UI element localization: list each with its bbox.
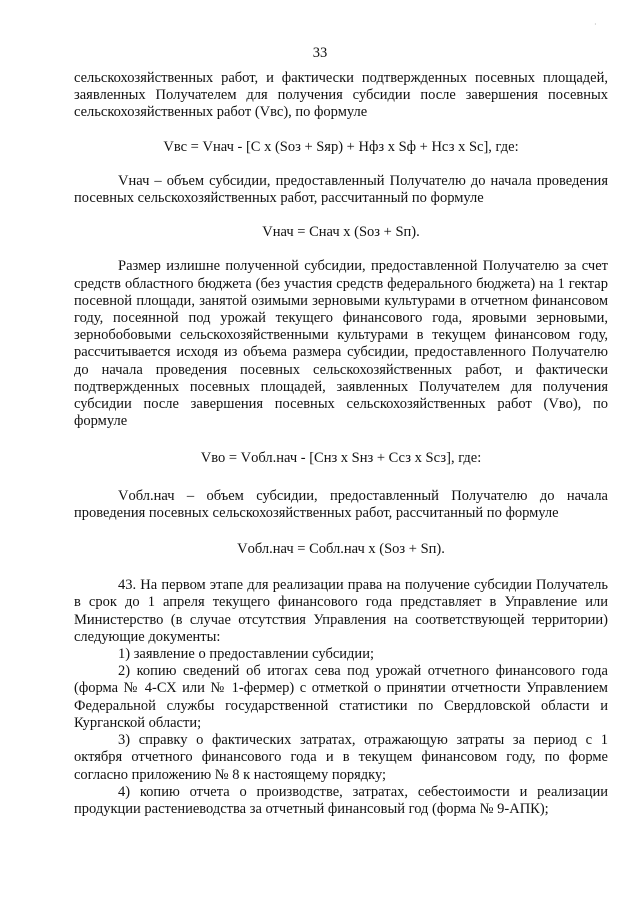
paragraph-excess-subsidy: Размер излишне полученной субсидии, предоставленной Получателю за счет средств областного бюджета (без участия средств федерального бюджета) на 1 гектар посевной площади, занятой озимыми зерновыми культурами в отчетном финансовом году, посеянной под урожай текущего финансового года, яровыми зерновыми, зернобобовыми сельскохозяйственными культурами в текущем финансовом году, рассчитывается исходя из объема размера субсидии, предоставленного Получателю до начала проведения посевных сельскохозяйственных работ, и фактически подтвержденных посевных площадей, заявленных Получателем для получения субсидии после завершения посевных сельскохозяйственных работ (Vво), по формуле [74, 258, 608, 430]
formula-vnach: Vнач = Снач х (Sоз + Sп). [262, 224, 420, 241]
list-item-1: 1) заявление о предоставлении субсидии; [118, 646, 374, 663]
list-item-2: 2) копию сведений об итогах сева под урожай отчетного финансового года (форма № 4-СХ или № 1-фермер) с отметкой о принятии отчетности Управлением Федеральной службы государственной статистики по Свердловской области и Курганской области; [74, 663, 608, 731]
list-item-4: 4) копию отчета о производстве, затратах, себестоимости и реализации продукции растениеводства за отчетный финансовый год (форма № 9-АПК); [74, 783, 608, 817]
page-number: 33 [312, 45, 328, 61]
formula-vvo: Vво = Vобл.нач - [Снз х Sнз + Ссз х Sсз], где: [200, 450, 482, 467]
paragraph-vnach-definition: Vнач – объем субсидии, предоставленный Получателю до начала проведения посевных сельскохозяйственных работ, рассчитанный по формуле [74, 172, 608, 207]
paragraph-continuation: сельскохозяйственных работ, и фактически подтвержденных посевных площадей, заявленных Получателем для получения субсидии после завершения посевных сельскохозяйственных работ (Vвс), по формуле [74, 70, 608, 121]
corner-mark: · [594, 20, 597, 29]
paragraph-item-43: 43. На первом этапе для реализации права на получение субсидии Получатель в срок до 1 апреля текущего финансового года представляет в Управление или Министерство (в случае отсутствия Управления на соответствующей территории) следующие документы: [74, 577, 608, 645]
paragraph-vobl-definition: Vобл.нач – объем субсидии, предоставленный Получателю до начала проведения посевных сельскохозяйственных работ, рассчитанный по формуле [74, 487, 608, 521]
formula-vobl-nach: Vобл.нач = Собл.нач х (Sоз + Sп). [237, 541, 445, 558]
list-item-3: 3) справку о фактических затратах, отражающую затраты за период с 1 октября отчетного финансового года и в текущем финансовом году, по форме согласно приложению № 8 к настоящему порядку; [74, 732, 608, 783]
formula-vvs: Vвс = Vнач - [С х (Sоз + Sяр) + Нфз х Sф + Нсз х Sс], где: [163, 138, 519, 155]
document-body [74, 70, 608, 818]
